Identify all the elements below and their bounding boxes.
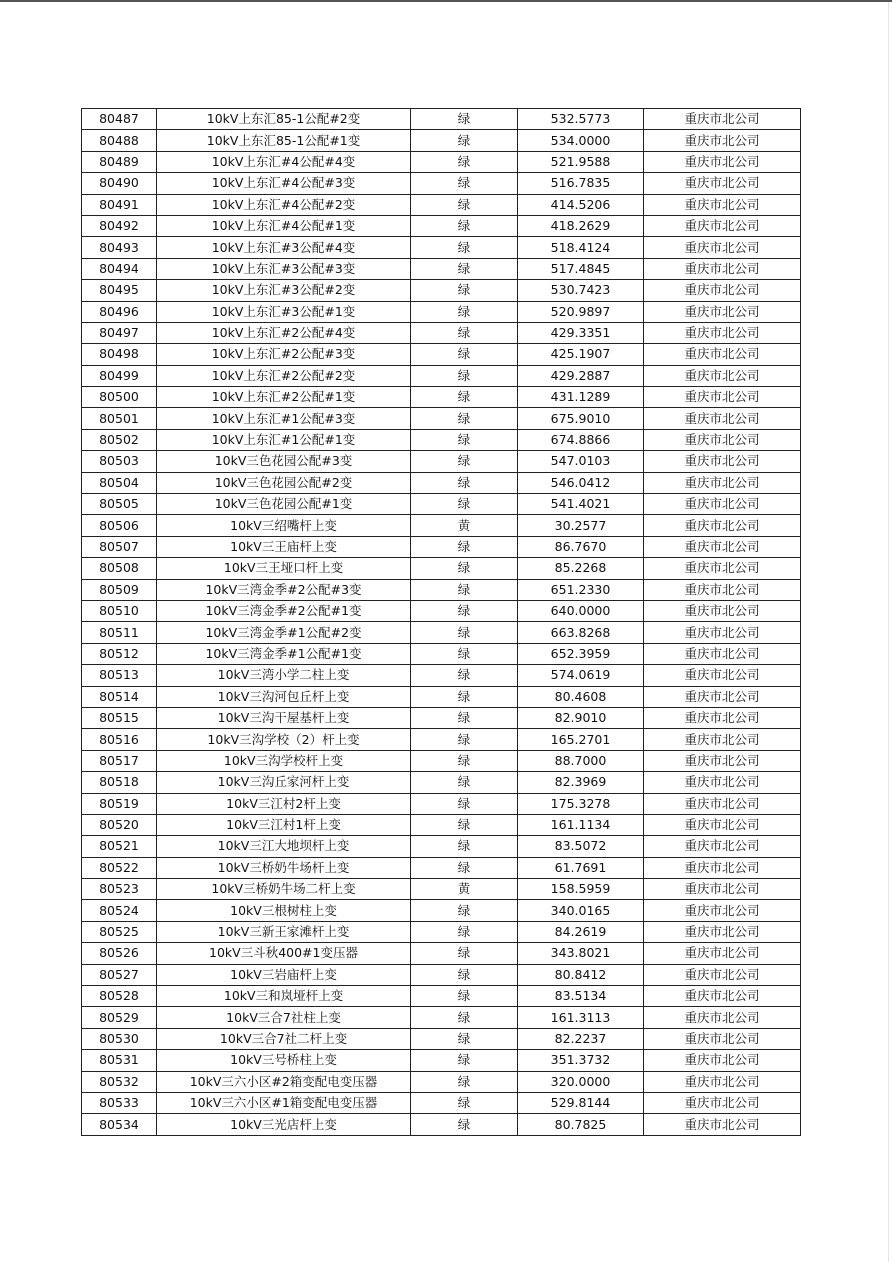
cell-transformer-name: 10kV三和岚垭杆上变 xyxy=(157,986,411,1007)
cell-status: 绿 xyxy=(411,1007,518,1028)
cell-status: 绿 xyxy=(411,643,518,664)
cell-id: 80521 xyxy=(82,836,157,857)
cell-status: 绿 xyxy=(411,408,518,429)
cell-status: 绿 xyxy=(411,237,518,258)
cell-transformer-name: 10kV三号桥柱上变 xyxy=(157,1050,411,1071)
cell-value: 414.5206 xyxy=(518,194,644,215)
cell-transformer-name: 10kV三色花园公配#3变 xyxy=(157,451,411,472)
cell-value: 320.0000 xyxy=(518,1071,644,1092)
cell-transformer-name: 10kV上东汇#3公配#4变 xyxy=(157,237,411,258)
cell-id: 80499 xyxy=(82,365,157,386)
cell-id: 80534 xyxy=(82,1114,157,1135)
cell-value: 532.5773 xyxy=(518,109,644,130)
cell-value: 546.0412 xyxy=(518,472,644,493)
cell-company: 重庆市北公司 xyxy=(644,173,801,194)
cell-company: 重庆市北公司 xyxy=(644,943,801,964)
table-row xyxy=(82,258,801,279)
cell-status: 绿 xyxy=(411,622,518,643)
cell-id: 80515 xyxy=(82,707,157,728)
cell-value: 418.2629 xyxy=(518,215,644,236)
cell-transformer-name: 10kV三沟干屋基杆上变 xyxy=(157,707,411,728)
cell-company: 重庆市北公司 xyxy=(644,258,801,279)
cell-company: 重庆市北公司 xyxy=(644,280,801,301)
cell-company: 重庆市北公司 xyxy=(644,986,801,1007)
cell-transformer-name: 10kV三湾金季#2公配#1变 xyxy=(157,600,411,621)
cell-transformer-name: 10kV三桥奶牛场杆上变 xyxy=(157,857,411,878)
cell-id: 80530 xyxy=(82,1028,157,1049)
cell-id: 80532 xyxy=(82,1071,157,1092)
cell-value: 80.8412 xyxy=(518,964,644,985)
table-row xyxy=(82,301,801,322)
table-row xyxy=(82,750,801,771)
cell-transformer-name: 10kV三桥奶牛场二杆上变 xyxy=(157,879,411,900)
table-row xyxy=(82,322,801,343)
cell-transformer-name: 10kV上东汇#2公配#1变 xyxy=(157,387,411,408)
table-row xyxy=(82,387,801,408)
cell-id: 80490 xyxy=(82,173,157,194)
table-row xyxy=(82,429,801,450)
cell-id: 80520 xyxy=(82,814,157,835)
cell-id: 80492 xyxy=(82,215,157,236)
cell-company: 重庆市北公司 xyxy=(644,857,801,878)
table-row xyxy=(82,921,801,942)
cell-id: 80505 xyxy=(82,494,157,515)
cell-transformer-name: 10kV上东汇85-1公配#1变 xyxy=(157,130,411,151)
table-row xyxy=(82,900,801,921)
table-row xyxy=(82,665,801,686)
cell-value: 82.9010 xyxy=(518,707,644,728)
cell-value: 83.5072 xyxy=(518,836,644,857)
cell-id: 80489 xyxy=(82,151,157,172)
cell-status: 绿 xyxy=(411,686,518,707)
cell-value: 175.3278 xyxy=(518,793,644,814)
cell-transformer-name: 10kV三沟丘家河杆上变 xyxy=(157,772,411,793)
cell-transformer-name: 10kV三岩庙杆上变 xyxy=(157,964,411,985)
cell-status: 绿 xyxy=(411,494,518,515)
cell-status: 绿 xyxy=(411,600,518,621)
cell-status: 绿 xyxy=(411,215,518,236)
cell-id: 80533 xyxy=(82,1092,157,1113)
cell-id: 80526 xyxy=(82,943,157,964)
cell-id: 80524 xyxy=(82,900,157,921)
table-row xyxy=(82,879,801,900)
cell-transformer-name: 10kV三根树柱上变 xyxy=(157,900,411,921)
cell-id: 80497 xyxy=(82,322,157,343)
table-row xyxy=(82,986,801,1007)
table-row xyxy=(82,558,801,579)
table-row xyxy=(82,494,801,515)
cell-transformer-name: 10kV三合7社柱上变 xyxy=(157,1007,411,1028)
cell-id: 80519 xyxy=(82,793,157,814)
table-row xyxy=(82,1071,801,1092)
cell-id: 80494 xyxy=(82,258,157,279)
cell-company: 重庆市北公司 xyxy=(644,643,801,664)
cell-company: 重庆市北公司 xyxy=(644,814,801,835)
cell-status: 绿 xyxy=(411,451,518,472)
cell-value: 574.0619 xyxy=(518,665,644,686)
cell-transformer-name: 10kV三沟学校杆上变 xyxy=(157,750,411,771)
cell-company: 重庆市北公司 xyxy=(644,109,801,130)
cell-transformer-name: 10kV三湾金季#1公配#2变 xyxy=(157,622,411,643)
cell-company: 重庆市北公司 xyxy=(644,1050,801,1071)
cell-status: 绿 xyxy=(411,322,518,343)
cell-status: 绿 xyxy=(411,750,518,771)
cell-value: 161.1134 xyxy=(518,814,644,835)
table-row xyxy=(82,109,801,130)
table-row xyxy=(82,1092,801,1113)
cell-id: 80512 xyxy=(82,643,157,664)
cell-value: 534.0000 xyxy=(518,130,644,151)
cell-company: 重庆市北公司 xyxy=(644,536,801,557)
cell-value: 425.1907 xyxy=(518,344,644,365)
cell-id: 80523 xyxy=(82,879,157,900)
cell-status: 绿 xyxy=(411,729,518,750)
cell-company: 重庆市北公司 xyxy=(644,451,801,472)
cell-company: 重庆市北公司 xyxy=(644,707,801,728)
cell-status: 绿 xyxy=(411,558,518,579)
cell-status: 绿 xyxy=(411,964,518,985)
table-row xyxy=(82,622,801,643)
cell-value: 88.7000 xyxy=(518,750,644,771)
cell-value: 530.7423 xyxy=(518,280,644,301)
transformer-table xyxy=(81,108,801,1136)
cell-status: 绿 xyxy=(411,665,518,686)
cell-company: 重庆市北公司 xyxy=(644,686,801,707)
cell-transformer-name: 10kV三江大地坝杆上变 xyxy=(157,836,411,857)
cell-status: 绿 xyxy=(411,344,518,365)
cell-transformer-name: 10kV三湾金季#1公配#1变 xyxy=(157,643,411,664)
table-row xyxy=(82,451,801,472)
cell-status: 绿 xyxy=(411,130,518,151)
cell-status: 绿 xyxy=(411,472,518,493)
cell-value: 651.2330 xyxy=(518,579,644,600)
cell-company: 重庆市北公司 xyxy=(644,772,801,793)
cell-company: 重庆市北公司 xyxy=(644,1092,801,1113)
cell-company: 重庆市北公司 xyxy=(644,365,801,386)
cell-id: 80518 xyxy=(82,772,157,793)
cell-status: 绿 xyxy=(411,258,518,279)
cell-id: 80507 xyxy=(82,536,157,557)
cell-id: 80508 xyxy=(82,558,157,579)
cell-value: 61.7691 xyxy=(518,857,644,878)
table-row xyxy=(82,579,801,600)
cell-transformer-name: 10kV三湾小学二柱上变 xyxy=(157,665,411,686)
cell-transformer-name: 10kV三王垭口杆上变 xyxy=(157,558,411,579)
cell-status: 绿 xyxy=(411,1092,518,1113)
cell-transformer-name: 10kV上东汇#4公配#1变 xyxy=(157,215,411,236)
cell-value: 541.4021 xyxy=(518,494,644,515)
cell-company: 重庆市北公司 xyxy=(644,1071,801,1092)
cell-company: 重庆市北公司 xyxy=(644,579,801,600)
cell-company: 重庆市北公司 xyxy=(644,151,801,172)
cell-id: 80517 xyxy=(82,750,157,771)
cell-id: 80491 xyxy=(82,194,157,215)
cell-transformer-name: 10kV三沟学校（2）杆上变 xyxy=(157,729,411,750)
table-row xyxy=(82,1028,801,1049)
cell-value: 158.5959 xyxy=(518,879,644,900)
cell-value: 340.0165 xyxy=(518,900,644,921)
cell-status: 绿 xyxy=(411,365,518,386)
cell-company: 重庆市北公司 xyxy=(644,900,801,921)
cell-company: 重庆市北公司 xyxy=(644,130,801,151)
table-row xyxy=(82,600,801,621)
cell-status: 绿 xyxy=(411,387,518,408)
cell-id: 80487 xyxy=(82,109,157,130)
cell-transformer-name: 10kV三新王家滩杆上变 xyxy=(157,921,411,942)
cell-company: 重庆市北公司 xyxy=(644,622,801,643)
cell-id: 80495 xyxy=(82,280,157,301)
table-row xyxy=(82,729,801,750)
cell-id: 80527 xyxy=(82,964,157,985)
cell-status: 绿 xyxy=(411,900,518,921)
cell-id: 80516 xyxy=(82,729,157,750)
table-row xyxy=(82,472,801,493)
table-row xyxy=(82,130,801,151)
cell-id: 80511 xyxy=(82,622,157,643)
cell-id: 80531 xyxy=(82,1050,157,1071)
table-row xyxy=(82,280,801,301)
cell-id: 80488 xyxy=(82,130,157,151)
cell-id: 80503 xyxy=(82,451,157,472)
cell-company: 重庆市北公司 xyxy=(644,494,801,515)
cell-value: 80.7825 xyxy=(518,1114,644,1135)
cell-transformer-name: 10kV上东汇85-1公配#2变 xyxy=(157,109,411,130)
cell-id: 80510 xyxy=(82,600,157,621)
cell-status: 绿 xyxy=(411,1114,518,1135)
cell-transformer-name: 10kV上东汇#1公配#1变 xyxy=(157,429,411,450)
table-row xyxy=(82,814,801,835)
table-row xyxy=(82,964,801,985)
cell-company: 重庆市北公司 xyxy=(644,215,801,236)
cell-status: 绿 xyxy=(411,814,518,835)
cell-company: 重庆市北公司 xyxy=(644,558,801,579)
cell-transformer-name: 10kV上东汇#3公配#1变 xyxy=(157,301,411,322)
cell-value: 429.3351 xyxy=(518,322,644,343)
cell-id: 80529 xyxy=(82,1007,157,1028)
table-row xyxy=(82,857,801,878)
cell-company: 重庆市北公司 xyxy=(644,665,801,686)
cell-company: 重庆市北公司 xyxy=(644,301,801,322)
cell-status: 绿 xyxy=(411,707,518,728)
cell-status: 绿 xyxy=(411,793,518,814)
cell-transformer-name: 10kV三沟河包丘杆上变 xyxy=(157,686,411,707)
table-row xyxy=(82,365,801,386)
cell-id: 80506 xyxy=(82,515,157,536)
cell-value: 517.4845 xyxy=(518,258,644,279)
cell-value: 161.3113 xyxy=(518,1007,644,1028)
cell-company: 重庆市北公司 xyxy=(644,515,801,536)
table-row xyxy=(82,836,801,857)
cell-value: 85.2268 xyxy=(518,558,644,579)
cell-status: 绿 xyxy=(411,921,518,942)
cell-transformer-name: 10kV上东汇#4公配#4变 xyxy=(157,151,411,172)
cell-transformer-name: 10kV上东汇#4公配#3变 xyxy=(157,173,411,194)
cell-value: 80.4608 xyxy=(518,686,644,707)
cell-value: 521.9588 xyxy=(518,151,644,172)
cell-value: 431.1289 xyxy=(518,387,644,408)
cell-company: 重庆市北公司 xyxy=(644,1028,801,1049)
cell-value: 529.8144 xyxy=(518,1092,644,1113)
cell-transformer-name: 10kV三湾金季#2公配#3变 xyxy=(157,579,411,600)
table-row xyxy=(82,408,801,429)
cell-company: 重庆市北公司 xyxy=(644,472,801,493)
cell-transformer-name: 10kV上东汇#2公配#3变 xyxy=(157,344,411,365)
cell-id: 80500 xyxy=(82,387,157,408)
cell-id: 80522 xyxy=(82,857,157,878)
cell-value: 518.4124 xyxy=(518,237,644,258)
cell-id: 80498 xyxy=(82,344,157,365)
table-row xyxy=(82,194,801,215)
cell-company: 重庆市北公司 xyxy=(644,921,801,942)
table-row xyxy=(82,1007,801,1028)
cell-id: 80496 xyxy=(82,301,157,322)
cell-transformer-name: 10kV三合7社二杆上变 xyxy=(157,1028,411,1049)
cell-company: 重庆市北公司 xyxy=(644,1007,801,1028)
table-row xyxy=(82,707,801,728)
cell-company: 重庆市北公司 xyxy=(644,1114,801,1135)
cell-transformer-name: 10kV三色花园公配#2变 xyxy=(157,472,411,493)
cell-status: 绿 xyxy=(411,1050,518,1071)
page-right-edge xyxy=(888,2,889,1262)
cell-id: 80493 xyxy=(82,237,157,258)
cell-transformer-name: 10kV三江村1杆上变 xyxy=(157,814,411,835)
cell-company: 重庆市北公司 xyxy=(644,194,801,215)
cell-id: 80513 xyxy=(82,665,157,686)
cell-status: 绿 xyxy=(411,151,518,172)
cell-value: 83.5134 xyxy=(518,986,644,1007)
cell-company: 重庆市北公司 xyxy=(644,237,801,258)
cell-company: 重庆市北公司 xyxy=(644,729,801,750)
cell-transformer-name: 10kV上东汇#3公配#3变 xyxy=(157,258,411,279)
cell-transformer-name: 10kV三色花园公配#1变 xyxy=(157,494,411,515)
cell-status: 绿 xyxy=(411,1071,518,1092)
cell-value: 165.2701 xyxy=(518,729,644,750)
cell-transformer-name: 10kV上东汇#3公配#2变 xyxy=(157,280,411,301)
cell-value: 652.3959 xyxy=(518,643,644,664)
table-row xyxy=(82,215,801,236)
cell-status: 绿 xyxy=(411,579,518,600)
table-row xyxy=(82,1114,801,1135)
cell-company: 重庆市北公司 xyxy=(644,879,801,900)
cell-transformer-name: 10kV三六小区#2箱变配电变压器 xyxy=(157,1071,411,1092)
cell-company: 重庆市北公司 xyxy=(644,408,801,429)
cell-company: 重庆市北公司 xyxy=(644,750,801,771)
table-row xyxy=(82,643,801,664)
table-row xyxy=(82,151,801,172)
cell-value: 640.0000 xyxy=(518,600,644,621)
page-top-border xyxy=(0,0,892,2)
cell-status: 黄 xyxy=(411,515,518,536)
cell-transformer-name: 10kV上东汇#4公配#2变 xyxy=(157,194,411,215)
cell-status: 绿 xyxy=(411,194,518,215)
table-row xyxy=(82,173,801,194)
cell-status: 黄 xyxy=(411,879,518,900)
cell-status: 绿 xyxy=(411,1028,518,1049)
cell-value: 516.7835 xyxy=(518,173,644,194)
cell-transformer-name: 10kV三绍嘴杆上变 xyxy=(157,515,411,536)
cell-status: 绿 xyxy=(411,857,518,878)
cell-id: 80528 xyxy=(82,986,157,1007)
cell-transformer-name: 10kV三江村2杆上变 xyxy=(157,793,411,814)
cell-id: 80514 xyxy=(82,686,157,707)
cell-transformer-name: 10kV三光店杆上变 xyxy=(157,1114,411,1135)
cell-transformer-name: 10kV上东汇#1公配#3变 xyxy=(157,408,411,429)
table-row xyxy=(82,686,801,707)
cell-id: 80504 xyxy=(82,472,157,493)
cell-value: 429.2887 xyxy=(518,365,644,386)
cell-status: 绿 xyxy=(411,301,518,322)
table-row xyxy=(82,344,801,365)
cell-id: 80502 xyxy=(82,429,157,450)
table-row xyxy=(82,536,801,557)
cell-id: 80525 xyxy=(82,921,157,942)
cell-company: 重庆市北公司 xyxy=(644,836,801,857)
table-row xyxy=(82,515,801,536)
cell-status: 绿 xyxy=(411,943,518,964)
cell-status: 绿 xyxy=(411,109,518,130)
cell-transformer-name: 10kV三六小区#1箱变配电变压器 xyxy=(157,1092,411,1113)
cell-status: 绿 xyxy=(411,280,518,301)
cell-status: 绿 xyxy=(411,173,518,194)
table-row xyxy=(82,772,801,793)
cell-status: 绿 xyxy=(411,986,518,1007)
cell-company: 重庆市北公司 xyxy=(644,344,801,365)
cell-transformer-name: 10kV三斗秋400#1变压器 xyxy=(157,943,411,964)
table-row xyxy=(82,1050,801,1071)
cell-id: 80501 xyxy=(82,408,157,429)
table-row xyxy=(82,237,801,258)
cell-company: 重庆市北公司 xyxy=(644,322,801,343)
table-row xyxy=(82,943,801,964)
cell-value: 84.2619 xyxy=(518,921,644,942)
cell-value: 520.9897 xyxy=(518,301,644,322)
table-row xyxy=(82,793,801,814)
cell-company: 重庆市北公司 xyxy=(644,429,801,450)
cell-value: 82.3969 xyxy=(518,772,644,793)
cell-company: 重庆市北公司 xyxy=(644,600,801,621)
cell-value: 547.0103 xyxy=(518,451,644,472)
cell-company: 重庆市北公司 xyxy=(644,964,801,985)
cell-value: 674.8866 xyxy=(518,429,644,450)
cell-value: 86.7670 xyxy=(518,536,644,557)
cell-company: 重庆市北公司 xyxy=(644,387,801,408)
cell-status: 绿 xyxy=(411,429,518,450)
cell-value: 675.9010 xyxy=(518,408,644,429)
table-body xyxy=(82,109,801,1136)
cell-status: 绿 xyxy=(411,772,518,793)
cell-transformer-name: 10kV上东汇#2公配#2变 xyxy=(157,365,411,386)
cell-value: 82.2237 xyxy=(518,1028,644,1049)
cell-value: 343.8021 xyxy=(518,943,644,964)
cell-transformer-name: 10kV上东汇#2公配#4变 xyxy=(157,322,411,343)
cell-id: 80509 xyxy=(82,579,157,600)
cell-status: 绿 xyxy=(411,536,518,557)
cell-company: 重庆市北公司 xyxy=(644,793,801,814)
cell-value: 351.3732 xyxy=(518,1050,644,1071)
cell-value: 663.8268 xyxy=(518,622,644,643)
cell-status: 绿 xyxy=(411,836,518,857)
cell-transformer-name: 10kV三王庙杆上变 xyxy=(157,536,411,557)
cell-value: 30.2577 xyxy=(518,515,644,536)
